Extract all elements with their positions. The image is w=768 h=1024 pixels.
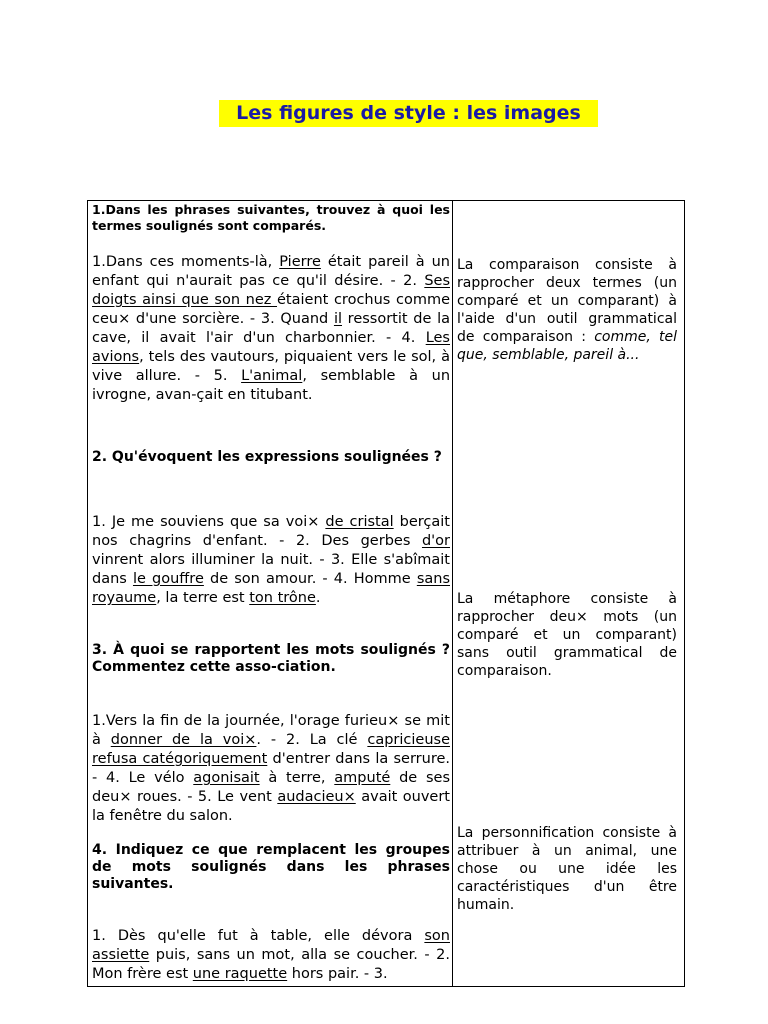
question-2-heading: 2. Qu'évoquent les expressions soulignées ? <box>92 449 442 465</box>
underlined-term: audacieu× <box>277 789 356 805</box>
question-1-heading: 1.Dans les phrases suivantes, trouvez à quoi les termes soulignés sont comparés. <box>92 202 450 233</box>
underlined-term: de cristal <box>325 514 394 530</box>
underlined-term: Ses doigts ainsi que son nez <box>92 273 450 308</box>
underlined-term: capricieuse refusa catégoriquement <box>92 732 450 767</box>
underlined-term: ton trône <box>249 590 316 606</box>
question-2-sentences: 1. Je me souviens que sa voi× de cristal berçait nos chagrins d'enfant. - 2. Des gerbes d'or vinrent alors illuminer la nuit. - 3. Elle s'abîmait dans le gouffre de son amour. - 4. Homme sans royaume, la terre est ton trône. <box>92 514 450 606</box>
underlined-term: le gouffre <box>132 571 204 587</box>
question-3-heading: 3. À quoi se rapportent les mots soulignés ? Commentez cette asso-ciation. <box>92 642 450 675</box>
underlined-term: agonisait <box>193 770 260 786</box>
definition-comparaison: La comparaison consiste à rapprocher deux termes (un comparé et un comparant) à l'aide d'un outil grammatical de comparaison : comme, tel que, semblable, pareil à... <box>457 257 677 363</box>
underlined-term: amputé <box>334 770 391 786</box>
page-title: Les figures de style : les images <box>219 100 598 127</box>
question-4-sentences: 1. Dès qu'elle fut à table, elle dévora son assiette puis, sans un mot, alla se coucher. - 2. Mon frère est une raquette hors pair. - 3. <box>92 928 450 982</box>
underlined-term: Les avions <box>92 330 450 365</box>
underlined-term: il <box>333 311 342 327</box>
question-3-sentences: 1.Vers la fin de la journée, l'orage furieu× se mit à donner de la voi×. - 2. La clé capricieuse refusa catégoriquement d'entrer dans la serrure. - 4. Le vélo agonisait à terre, amputé de ses deu× roues. - 5. Le vent audacieu× avait ouvert la fenêtre du salon. <box>92 713 450 824</box>
underlined-term: sans royaume <box>92 571 450 606</box>
underlined-term: L'animal <box>241 368 303 384</box>
underlined-term: donner de la voi× <box>110 732 257 748</box>
definition-metaphore: La métaphore consiste à rapprocher deu× mots (un comparé et un comparant) sans outil grammatical de comparaison. <box>457 591 677 679</box>
underlined-term: Pierre <box>279 254 321 270</box>
definition-personnification: La personnification consiste à attribuer à un animal, une chose ou une idée les caractéristiques d'un être humain. <box>457 825 677 913</box>
question-4-heading: 4. Indiquez ce que remplacent les groupes de mots soulignés dans les phrases suivantes. <box>92 842 450 892</box>
underlined-term: son assiette <box>92 928 450 963</box>
underlined-term: d'or <box>421 533 450 549</box>
underlined-term: une raquette <box>192 966 288 982</box>
question-1-sentences: 1.Dans ces moments-là, Pierre était pareil à un enfant qui n'aurait pas ce qu'il désire. - 2. Ses doigts ainsi que son nez étaient crochus comme ceu× d'une sorcière. - 3. Quand il ressortit de la cave, il avait l'air d'un charbonnier. - 4. Les avions, tels des vautours, piquaient vers le sol, à vive allure. - 5. L'animal, semblable à un ivrogne, avan-çait en titubant. <box>92 254 451 403</box>
